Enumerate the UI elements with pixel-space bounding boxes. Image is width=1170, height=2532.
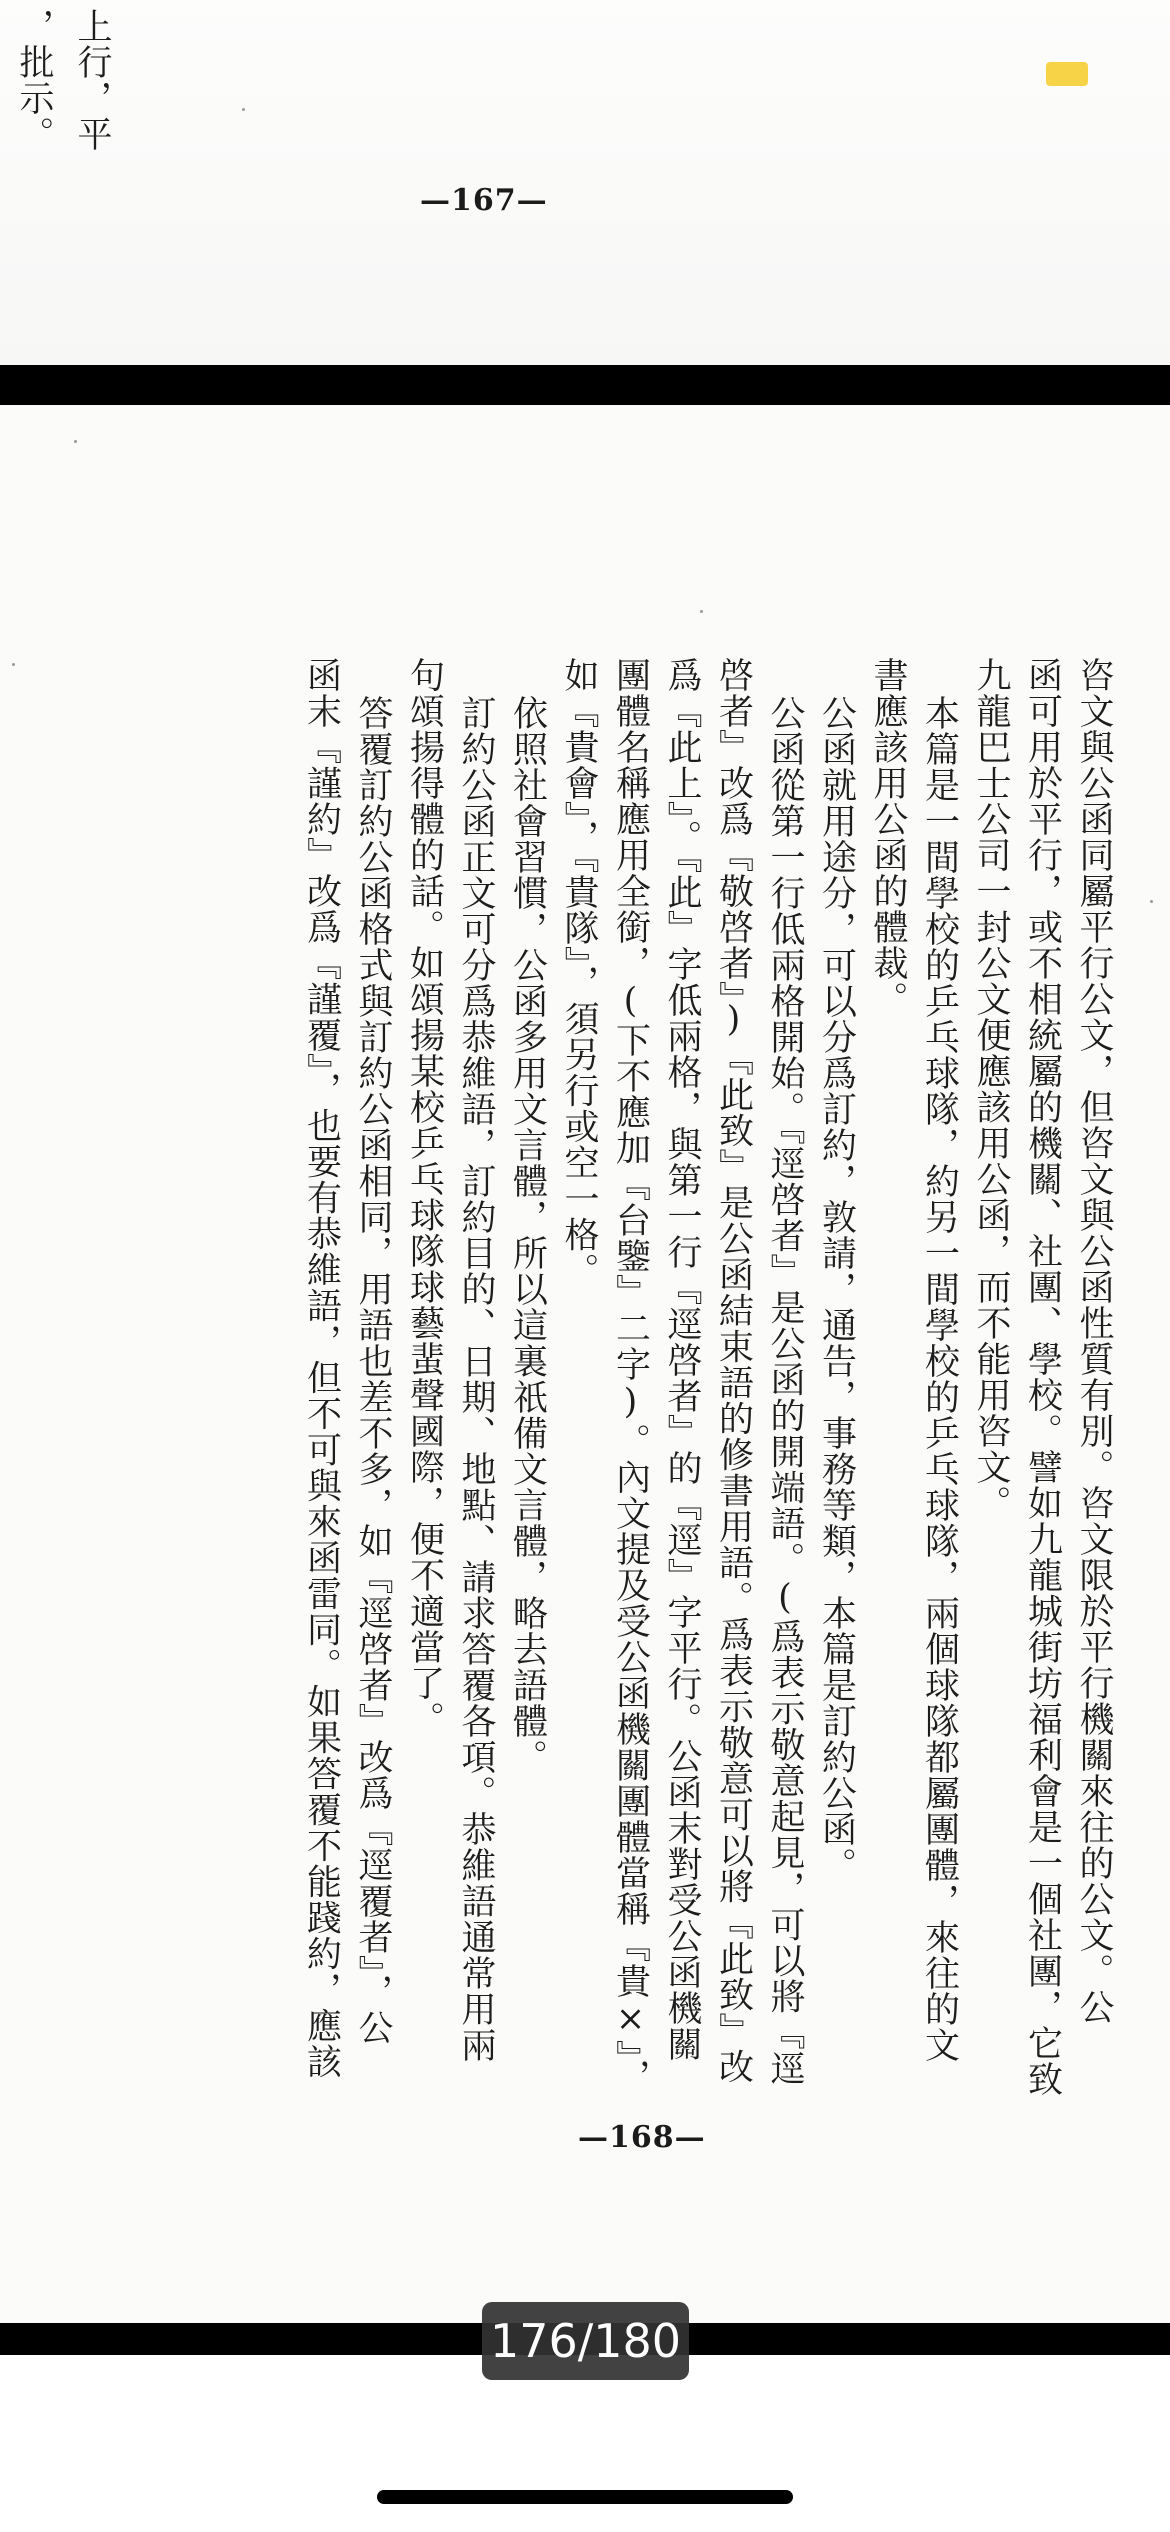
page-text-column: 爲『此上』。『此』字低兩格，與第一行『逕啓者』的『逕』字平行。公函末對受公函機關 xyxy=(662,657,702,2062)
previous-page xyxy=(0,0,1170,365)
scan-speck xyxy=(74,440,77,443)
page-text-column: ，批示。 xyxy=(14,8,54,152)
page-text-column: 答覆訂約公函格式與訂約公函相同，用語也差不多，如『逕啓者』改爲『逕覆者』，公 xyxy=(353,695,393,2046)
scan-speck xyxy=(1150,900,1153,903)
scan-speck xyxy=(242,108,245,111)
scan-speck xyxy=(12,663,15,666)
page-text-column: 團體名稱應用全銜，(下不應加『台鑒』二字)。內文提及受公函機關團體當稱『貴×』， xyxy=(610,657,651,2095)
page-text-column: 依照社會習慣，公函多用文言體，所以這裏祇備文言體，略去語體。 xyxy=(507,695,548,1775)
page-text-column: 上行，平 xyxy=(72,8,112,152)
page-separator xyxy=(0,365,1170,405)
page-text-column: 咨文與公函同屬平行公文，但咨文與公函性質有別。咨文限於平行機關來往的公文。公 xyxy=(1074,657,1114,2025)
page-number: —167— xyxy=(420,183,548,218)
page-text-column: 句頌揚得體的話。如頌揚某校乒乓球隊球藝蜚聲國際，便不適當了。 xyxy=(404,657,445,1737)
page-counter-badge: 176/180 xyxy=(482,2302,689,2380)
current-page xyxy=(0,405,1170,2323)
highlight-note-marker[interactable] xyxy=(1046,62,1088,86)
page-number: —168— xyxy=(578,2120,706,2155)
page-text-column: 如『貴會』，『貴隊』，須另行或空一格。 xyxy=(559,657,599,1289)
page-text-column: 公函就用途分，可以分爲訂約，敦請，通告，事務等類，本篇是訂約公函。 xyxy=(816,695,857,1883)
home-indicator[interactable] xyxy=(377,2490,793,2504)
scan-speck xyxy=(700,610,703,613)
page-text-column: 函末『謹約』改爲『謹覆』，也要有恭維語，但不可與來函雷同。如果答覆不能踐約，應該 xyxy=(301,657,342,2080)
page-text-column: 九龍巴士公司一封公文便應該用公函，而不能用咨文。 xyxy=(971,657,1011,1521)
page-text-column: 啓者』改爲『敬啓者』)『此致』是公函結束語的修書用語。爲表示敬意可以將『此致』改 xyxy=(713,657,754,2085)
page-text-column: 訂約公函正文可分爲恭維語，訂約目的、日期、地點、請求答覆各項。恭維語通常用兩 xyxy=(456,695,496,2063)
page-text-column: 本篇是一間學校的乒乓球隊，約另一間學校的乒乓球隊，兩個球隊都屬團體，來往的文 xyxy=(919,695,960,2063)
page-text-column: 公函從第一行低兩格開始。『逕啓者』是公函的開端語。(爲表示敬意起見，可以將『逕 xyxy=(765,695,805,2087)
page-text-column: 函可用於平行，或不相統屬的機關、社團、學校。譬如九龍城街坊福利會是一個社團，它致 xyxy=(1022,657,1063,2097)
page-text-column: 書應該用公函的體裁。 xyxy=(868,657,908,1017)
